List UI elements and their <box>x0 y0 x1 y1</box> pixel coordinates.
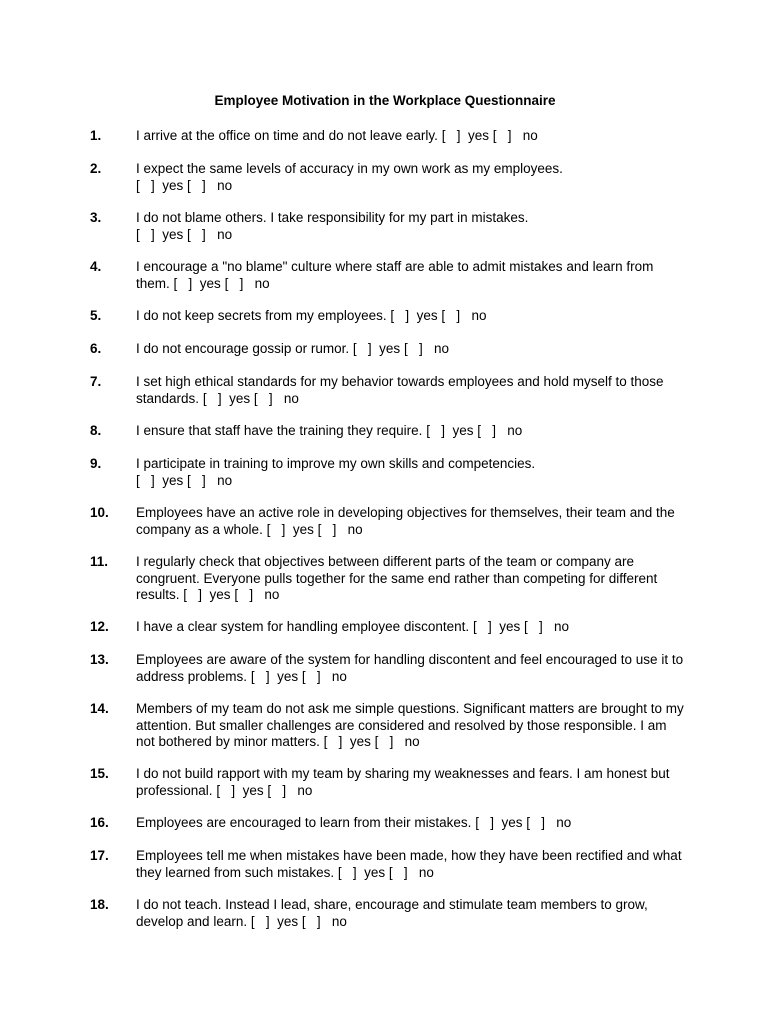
no-checkbox[interactable]: [ ] no <box>301 668 347 684</box>
yes-checkbox[interactable]: [ ] yes <box>250 913 299 929</box>
no-checkbox[interactable]: [ ] no <box>187 177 233 193</box>
no-checkbox[interactable]: [ ] no <box>234 587 280 602</box>
question-number: 3. <box>90 210 102 225</box>
no-checkbox[interactable]: [ ] no <box>253 390 299 406</box>
question-text: I participate in training to improve my own skills and competencies. [ ] yes [ ] no <box>136 456 536 488</box>
question-number: 13. <box>90 652 109 667</box>
question-number: 10. <box>90 505 109 520</box>
question-number: 6. <box>90 341 102 356</box>
yes-checkbox[interactable]: [ ] yes <box>390 308 438 323</box>
yes-checkbox[interactable]: [ ] yes <box>323 734 371 749</box>
no-checkbox[interactable]: [ ] no <box>187 472 233 488</box>
question-number: 16. <box>90 815 109 830</box>
question-number: 9. <box>90 456 102 471</box>
no-checkbox[interactable]: [ ] no <box>441 308 487 323</box>
question-number: 1. <box>90 128 102 143</box>
no-checkbox[interactable]: [ ] no <box>492 128 538 143</box>
no-checkbox[interactable]: [ ] no <box>526 815 572 830</box>
yes-checkbox[interactable]: [ ] yes <box>266 521 314 537</box>
question-text: I do not build rapport with my team by sharing my weaknesses and fears. I am honest but professional. [ ] yes [ ] no <box>136 766 670 798</box>
yes-checkbox[interactable]: [ ] yes <box>250 668 299 684</box>
no-checkbox[interactable]: [ ] no <box>224 275 270 291</box>
yes-checkbox[interactable]: [ ] yes <box>472 619 521 634</box>
question-text: I do not teach. Instead I lead, share, encourage and stimulate team members to grow, develop and learn. [ ] yes [ ] no <box>136 897 648 929</box>
yes-checkbox[interactable]: [ ] yes <box>136 226 184 242</box>
yes-checkbox[interactable]: [ ] yes <box>202 390 251 406</box>
question-number: 14. <box>90 701 109 716</box>
yes-checkbox[interactable]: [ ] yes <box>216 782 264 798</box>
question-number: 12. <box>90 619 109 634</box>
question-text: Employees tell me when mistakes have been made, how they have been rectified and what they learned from such mistakes. [ ] yes [ ] no <box>136 848 682 880</box>
no-checkbox[interactable]: [ ] no <box>388 864 434 880</box>
question-text: Employees are aware of the system for handling discontent and feel encouraged to use it to address problems. [ ] yes [ ] no <box>136 652 684 684</box>
question-text: I encourage a "no blame" culture where staff are able to admit mistakes and learn from them. [ ] yes [ ] no <box>136 259 654 291</box>
yes-checkbox[interactable]: [ ] yes <box>426 423 474 438</box>
question-text: I expect the same levels of accuracy in my own work as my employees. [ ] yes [ ] no <box>136 161 563 193</box>
question-number: 7. <box>90 374 102 389</box>
question-text: Members of my team do not ask me simple questions. Significant matters are brought to my attention. But smaller challenges are considered and resolved by those responsible. I am not bothered by minor matters. [ ] yes [ ] no <box>136 701 684 749</box>
yes-checkbox[interactable]: [ ] yes <box>136 177 184 193</box>
no-checkbox[interactable]: [ ] no <box>524 619 570 634</box>
question-number: 17. <box>90 848 109 863</box>
question-number: 4. <box>90 259 102 274</box>
question-number: 11. <box>90 554 109 569</box>
no-checkbox[interactable]: [ ] no <box>267 782 313 798</box>
question-number: 2. <box>90 161 102 176</box>
no-checkbox[interactable]: [ ] no <box>301 913 347 929</box>
question-text: I have a clear system for handling employee discontent. [ ] yes [ ] no <box>136 619 570 634</box>
question-text: I do not keep secrets from my employees. [ ] yes [ ] no <box>136 308 487 323</box>
question-text: I set high ethical standards for my behavior towards employees and hold myself to those standards. [ ] yes [ ] no <box>136 374 664 406</box>
question-text: Employees are encouraged to learn from their mistakes. [ ] yes [ ] no <box>136 815 572 830</box>
question-number: 15. <box>90 766 109 781</box>
yes-checkbox[interactable]: [ ] yes <box>136 472 184 488</box>
question-number: 5. <box>90 308 102 323</box>
no-checkbox[interactable]: [ ] no <box>187 226 233 242</box>
question-text: I do not encourage gossip or rumor. [ ] yes [ ] no <box>136 341 449 356</box>
question-text: I arrive at the office on time and do not leave early. [ ] yes [ ] no <box>136 128 538 143</box>
question-text: Employees have an active role in developing objectives for themselves, their team and the company as a whole. [ ] yes [ ] no <box>136 505 675 537</box>
question-text: I do not blame others. I take responsibility for my part in mistakes. [ ] yes [ ] no <box>136 210 529 242</box>
no-checkbox[interactable]: [ ] no <box>374 734 420 749</box>
yes-checkbox[interactable]: [ ] yes <box>337 864 386 880</box>
yes-checkbox[interactable]: [ ] yes <box>183 587 231 602</box>
no-checkbox[interactable]: [ ] no <box>403 341 449 356</box>
page-title: Employee Motivation in the Workplace Questionnaire <box>214 93 556 108</box>
yes-checkbox[interactable]: [ ] yes <box>475 815 523 830</box>
question-text: I regularly check that objectives between different parts of the team or company are congruent. Everyone pulls together for the same end rather than competing for different results. [ ] yes [ ] no <box>136 554 658 602</box>
yes-checkbox[interactable]: [ ] yes <box>173 275 221 291</box>
yes-checkbox[interactable]: [ ] yes <box>352 341 401 356</box>
question-number: 8. <box>90 423 102 438</box>
no-checkbox[interactable]: [ ] no <box>317 521 363 537</box>
question-text: I ensure that staff have the training they require. [ ] yes [ ] no <box>136 423 523 438</box>
question-number: 18. <box>90 897 109 912</box>
no-checkbox[interactable]: [ ] no <box>477 423 523 438</box>
yes-checkbox[interactable]: [ ] yes <box>441 128 489 143</box>
